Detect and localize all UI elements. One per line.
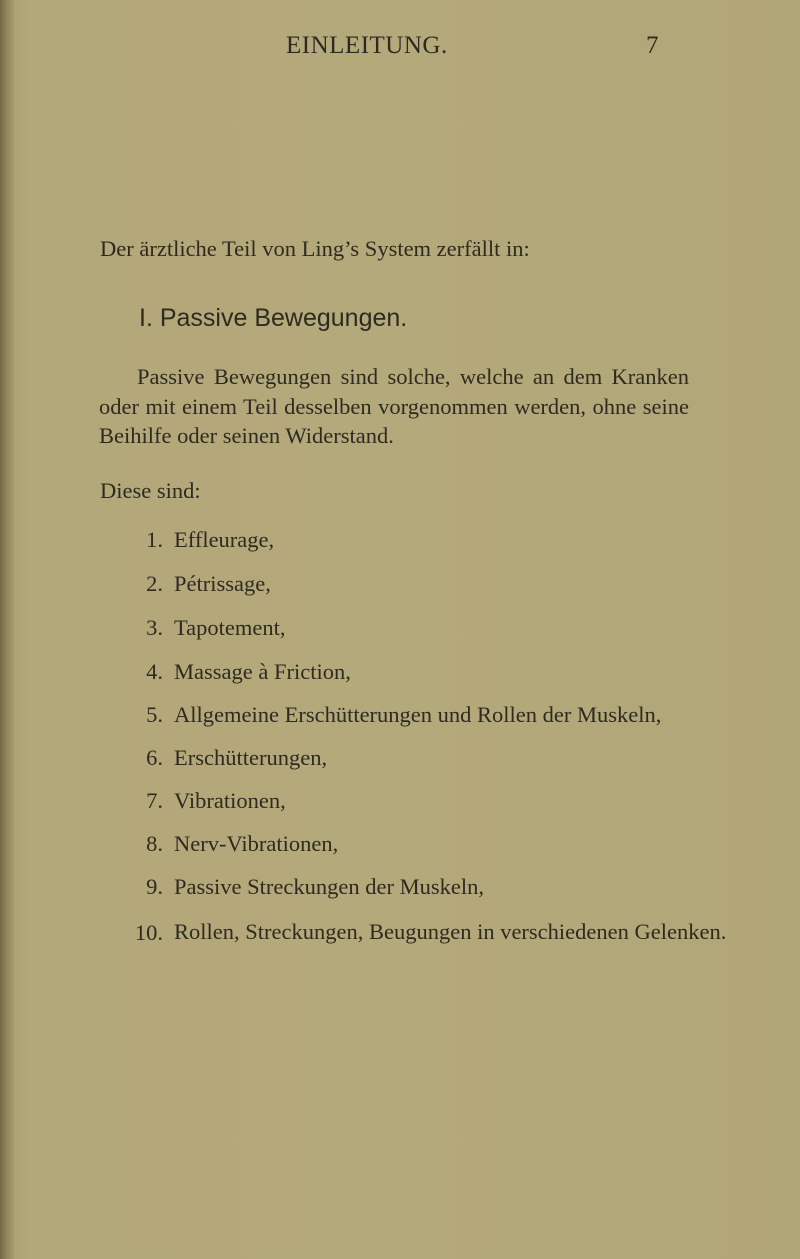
- intro-sentence: Der ärztliche Teil von Ling’s System zerfällt in:: [100, 236, 530, 261]
- definition-paragraph: [99, 362, 689, 451]
- item-number: 5.: [146, 702, 163, 727]
- item-text: Effleurage,: [174, 527, 275, 552]
- item-number: 10.: [134, 920, 163, 945]
- item-number: 6.: [146, 745, 163, 770]
- item-number: 3.: [146, 615, 163, 640]
- item-text: Massage à Friction,: [174, 659, 351, 684]
- running-head: EINLEITUNG.: [286, 32, 448, 59]
- item-number: 2.: [146, 571, 163, 596]
- section-heading: I. Passive Bewegungen.: [139, 304, 408, 332]
- item-text: Pétrissage,: [174, 571, 271, 596]
- item-text: Vibrationen,: [174, 788, 286, 813]
- item-number: 7.: [146, 788, 163, 813]
- item-number: 9.: [146, 874, 163, 899]
- paragraph-line: Beihilfe oder seinen Widerstand.: [99, 423, 394, 448]
- item-text: Passive Streckungen der Muskeln,: [174, 874, 484, 899]
- item-text: Erschütterungen,: [174, 745, 328, 770]
- paragraph-line: Passive Bewegungen sind solche, welche an dem Kranken: [137, 364, 689, 389]
- item-number: 8.: [146, 831, 163, 856]
- page-binding-edge: [0, 0, 14, 1259]
- item-text: Nerv-Vibrationen,: [174, 831, 339, 856]
- page-number: 7: [646, 32, 659, 59]
- item-text: Rollen, Streckungen, Beugungen in verschiedenen Gelenken.: [174, 919, 727, 944]
- item-number: 4.: [146, 659, 163, 684]
- paragraph-line: oder mit einem Teil desselben vorgenommen werden, ohne seine: [99, 393, 689, 419]
- page-header: [0, 26, 800, 66]
- item-text: Allgemeine Erschütterungen und Rollen der Muskeln,: [174, 702, 662, 727]
- item-number: 1.: [146, 527, 163, 552]
- list-intro: Diese sind:: [100, 478, 201, 503]
- item-text: Tapotement,: [174, 615, 286, 640]
